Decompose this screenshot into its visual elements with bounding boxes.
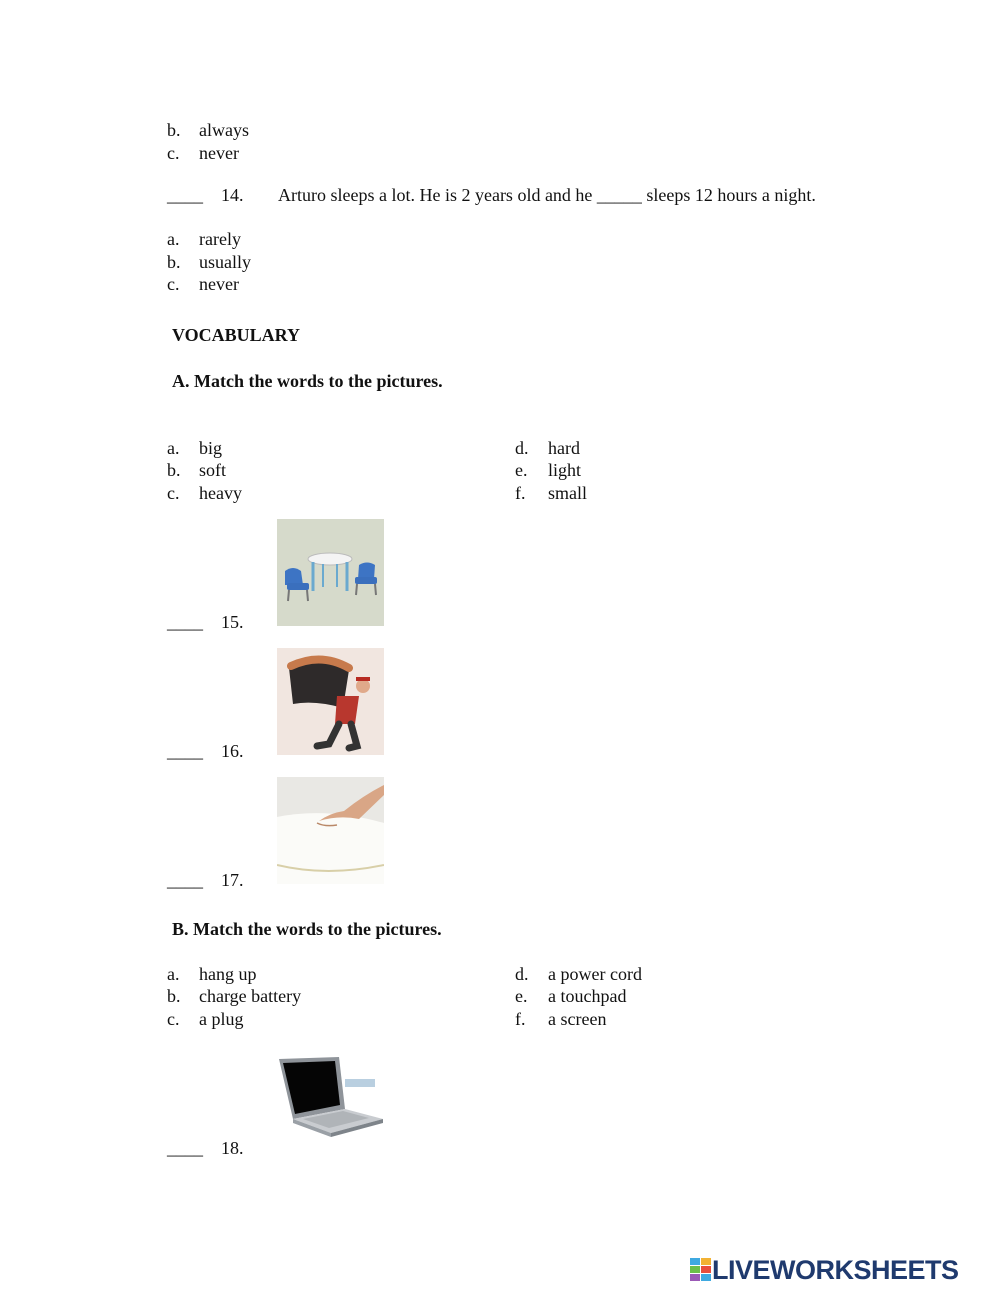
item-17-answer-blank[interactable]: ____ bbox=[167, 870, 203, 890]
man-carrying-sofa-picture bbox=[277, 648, 384, 755]
section-b-word-letter: b. bbox=[167, 986, 181, 1006]
liveworksheets-logo[interactable] bbox=[690, 1255, 959, 1285]
section-a-word-letter: c. bbox=[167, 483, 180, 503]
item-18-number: 18. bbox=[221, 1138, 244, 1158]
item-15-answer-blank[interactable]: ____ bbox=[167, 612, 203, 632]
section-b-word: a touchpad bbox=[548, 986, 627, 1006]
section-b-word-letter: e. bbox=[515, 986, 528, 1006]
section-b-word: a plug bbox=[199, 1009, 244, 1029]
section-a-word-letter: d. bbox=[515, 438, 529, 458]
section-a-word: heavy bbox=[199, 483, 242, 503]
q14-text: Arturo sleeps a lot. He is 2 years old and he _____ sleeps 12 hours a night. bbox=[278, 185, 816, 205]
q14-option-a-letter: a. bbox=[167, 229, 180, 249]
section-a-word: big bbox=[199, 438, 223, 458]
section-b-word-letter: d. bbox=[515, 964, 529, 984]
q14-option-b-letter: b. bbox=[167, 252, 181, 272]
section-a-word: light bbox=[548, 460, 582, 480]
section-a-word: hard bbox=[548, 438, 580, 458]
q14-option-c-letter: c. bbox=[167, 274, 180, 294]
q14-option-c-text: never bbox=[199, 274, 239, 294]
laptop-picture bbox=[277, 1055, 387, 1145]
q13-option-b-letter: b. bbox=[167, 120, 181, 140]
item-18-answer-blank[interactable]: ____ bbox=[167, 1138, 203, 1158]
q14-answer-blank[interactable]: ____ bbox=[167, 185, 203, 205]
item-17-number: 17. bbox=[221, 870, 244, 890]
table-chairs-picture bbox=[277, 519, 384, 626]
section-a-word-letter: a. bbox=[167, 438, 180, 458]
section-a-title: A. Match the words to the pictures. bbox=[172, 371, 443, 391]
vocabulary-heading: VOCABULARY bbox=[172, 325, 301, 345]
section-a-word-letter: f. bbox=[515, 483, 526, 503]
section-b-word: charge battery bbox=[199, 986, 302, 1006]
q14-option-b-text: usually bbox=[199, 252, 251, 272]
q13-option-b-text: always bbox=[199, 120, 249, 140]
liveworksheets-logo-icon bbox=[690, 1258, 712, 1282]
section-b-word: hang up bbox=[199, 964, 257, 984]
section-a-word: small bbox=[548, 483, 587, 503]
section-a-word: soft bbox=[199, 460, 226, 480]
section-b-word-letter: f. bbox=[515, 1009, 526, 1029]
item-15-number: 15. bbox=[221, 612, 244, 632]
section-a-word-letter: e. bbox=[515, 460, 528, 480]
section-a-word-letter: b. bbox=[167, 460, 181, 480]
section-b-word: a power cord bbox=[548, 964, 642, 984]
item-16-number: 16. bbox=[221, 741, 244, 761]
section-b-word: a screen bbox=[548, 1009, 607, 1029]
soft-pillow-picture bbox=[277, 777, 384, 884]
q13-option-c-text: never bbox=[199, 143, 239, 163]
section-b-word-letter: a. bbox=[167, 964, 180, 984]
q13-option-c-letter: c. bbox=[167, 143, 180, 163]
liveworksheets-brand-text: LIVEWORKSHEETS bbox=[712, 1255, 959, 1285]
section-b-word-letter: c. bbox=[167, 1009, 180, 1029]
q14-number: 14. bbox=[221, 185, 244, 205]
q14-option-a-text: rarely bbox=[199, 229, 241, 249]
item-16-answer-blank[interactable]: ____ bbox=[167, 741, 203, 761]
section-b-title: B. Match the words to the pictures. bbox=[172, 919, 442, 939]
